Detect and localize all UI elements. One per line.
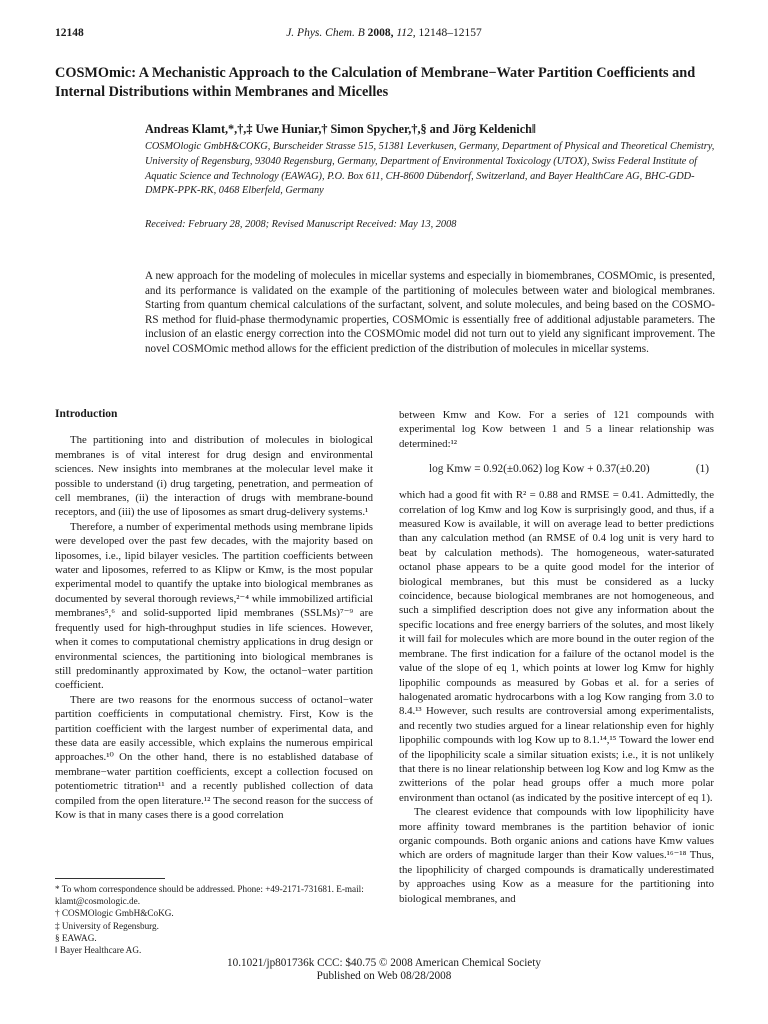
footnote-affil-4: ‖ Bayer Healthcare AG. xyxy=(55,945,142,956)
right-paragraph-1: between Kmw and Kow. For a series of 121 compounds with experimental log Kow between 1 and 5 a linear relationship was determined:¹² xyxy=(399,409,714,450)
published-date: Published on Web 08/28/2008 xyxy=(316,970,452,982)
received-dates: Received: February 28, 2008; Revised Manuscript Received: May 13, 2008 xyxy=(145,219,457,230)
journal-pages: 12148–12157 xyxy=(418,27,482,39)
intro-paragraph-3: There are two reasons for the enormous success of octanol−water partition coefficients in computational chemistry. First, Kow is the partition coefficient with the largest number of experimental data, and these data are easily accessible, which explains the numerous empirical approaches.¹⁰ On the other hand, there is no established database of membrane−water partition coefficients, except a collection focused on potentiometric titration¹¹ and a recently published collection of data compiled from the open literature.¹² The second reason for the success of Kow is that in many cases there is a good correlation xyxy=(55,693,373,821)
doi-copyright-line: 10.1021/jp801736k CCC: $40.75 © 2008 American Chemical Society xyxy=(227,957,541,969)
footnotes xyxy=(55,878,373,956)
page-header xyxy=(55,27,713,43)
journal-volume: 112, xyxy=(396,27,416,39)
footnote-affil-1: † COSMOlogic GmbH&CoKG. xyxy=(55,908,174,919)
equation-1 xyxy=(399,455,714,485)
equation-number: (1) xyxy=(695,463,709,476)
page-footer xyxy=(0,957,768,983)
journal-name: J. Phys. Chem. B xyxy=(286,27,365,39)
right-paragraph-2: which had a good fit with R² = 0.88 and RMSE = 0.41. Admittedly, the correlation of log Kmw and log Kow is surprisingly good, and thus, if a measured Kow is available, it will on average lead to better predictions than any calculation method (an RMSE of 0.4 log unit is very hard to beat by calculation methods). The homogeneous, water-saturated octanol phase appears to be a quite good model for the interior of biological membranes, but this must be considered as a lucky coincidence, because biological membranes are not homogeneous, and such a simplified description does not give any information about the specific locations and free energy barriers of the solutes, and most likely it will fail for molecules which are more bound in the outer region of the membrane. The first indication for a failure of the octanol model is the value of the slope of eq 1, which points at lower log Kmw for highly lipophilic compounds as measured by Gobas et al. for a series of halogenated aromatic hydrocarbons with a log Kow ranging from 3.0 to 8.4.¹³ However, such results are controversial among experimentalists, and recently two studies argued for a linear relationship even for highly lipophilic compounds with log Kow up to 8.1.¹⁴,¹⁵ Toward the lower end of the lipophilicity scale a similar situation exists; i.e., it is not unlikely that there is no linear relationship between log Kow and log Kmw as the zwitterions of the polar head groups offer a much more polar environment than octanol (as indicated by the positive intercept of eq 1). xyxy=(399,489,714,804)
affiliations: COSMOlogic GmbH&COKG, Burscheider Strasse 515, 51381 Leverkusen, Germany, Department of Physical and Theoretical Chemistry, University of Regensburg, 93040 Regensburg, Germany, Department of Environmental Toxicology (UTOX), Swiss Federal Institute of Aquatic Science and Technology (EAWAG), P.O. Box 611, CH-8600 Dübendorf, Switzerland, and Bayer HealthCare AG, BHC-GDD-DMPK-PPK-RK, 0468 Elberfeld, Germany xyxy=(145,141,715,197)
footnote-affil-2: ‡ University of Regensburg. xyxy=(55,920,159,931)
footnote-divider xyxy=(55,878,165,879)
journal-citation xyxy=(55,27,713,39)
page-number: 12148 xyxy=(55,27,84,39)
intro-paragraph-1: The partitioning into and distribution of molecules in biological membranes is of vital interest for drug design and environmental sciences. New insights into membranes at the molecular level make it possible to understand (i) drug targeting, penetration, and permeation of cell membranes, (ii) the interaction of drugs with membrane-bound receptors, and (iii) the use of liposomes as smart drug-delivery systems.¹ xyxy=(55,434,373,519)
footnote-affil-3: § EAWAG. xyxy=(55,932,97,943)
equation-body: log Kmw = 0.92(±0.062) log Kow + 0.37(±0.20) xyxy=(429,463,650,476)
right-paragraph-3: The clearest evidence that compounds with low lipophilicity have more affinity toward membranes is the partition behavior of ionic organic compounds. Both organic anions and cations have Kmw values which are orders of magnitude larger than their Kow values.¹⁶⁻¹⁸ Thus, the lipophilicity of charged compounds is dramatically underestimated by approaches using Kow as a measure for the partitioning into biological membranes, and xyxy=(399,806,714,905)
intro-paragraph-2: Therefore, a number of experimental methods using membrane lipids were developed over the past few decades, with the majority based on liposomes, i.e., lipid bilayer vesicles. The partition coefficients between water and liposomes, referred to as Klipw or Kmw, is the most popular experimental model to quantify the uptake into biological membranes as documented by several thorough reviews,²⁻⁴ while immobilized artificial membranes⁵,⁶ and solid-supported lipid membranes (SSLMs)⁷⁻⁹ are frequently used for high-throughput studies in life sciences. However, when it comes to computational chemistry applications in drug design or environmental sciences, the partitioning into biological membranes is still predominantly approximated by Kow, the octanol−water partition coefficient. xyxy=(55,520,373,692)
abstract: A new approach for the modeling of molecules in micellar systems and especially in biomembranes, COSMOmic, is presented, and its performance is validated on the example of the partitioning of molecules between water and biological membranes. Starting from quantum chemical calculations of the surfactant, solvent, and solute molecules, and being based on the COSMO-RS method for fluid-phase thermodynamic properties, COSMOmic is essentially free of additional adjustable parameters. The inclusion of an elastic energy correction into the COSMOmic model did not turn out to yield any significant improvement. The novel COSMOmic method allows for the efficient prediction of the distribution of molecules in micellar systems. xyxy=(145,270,715,355)
section-heading-introduction: Introduction xyxy=(55,408,118,420)
article-title: COSMOmic: A Mechanistic Approach to the Calculation of Membrane−Water Partition Coefficients and Internal Distributions within Membranes and Micelles xyxy=(55,65,696,100)
footnote-correspondence: * To whom correspondence should be addressed. Phone: +49-2171-731681. E-mail: klamt@cosmologic.de. xyxy=(55,884,364,907)
author-list: Andreas Klamt,*,†,‡ Uwe Huniar,† Simon Spycher,†,§ and Jörg Keldenich‖ xyxy=(145,122,536,136)
left-column xyxy=(55,407,373,822)
journal-year: 2008, xyxy=(367,27,394,39)
right-column xyxy=(399,408,714,906)
